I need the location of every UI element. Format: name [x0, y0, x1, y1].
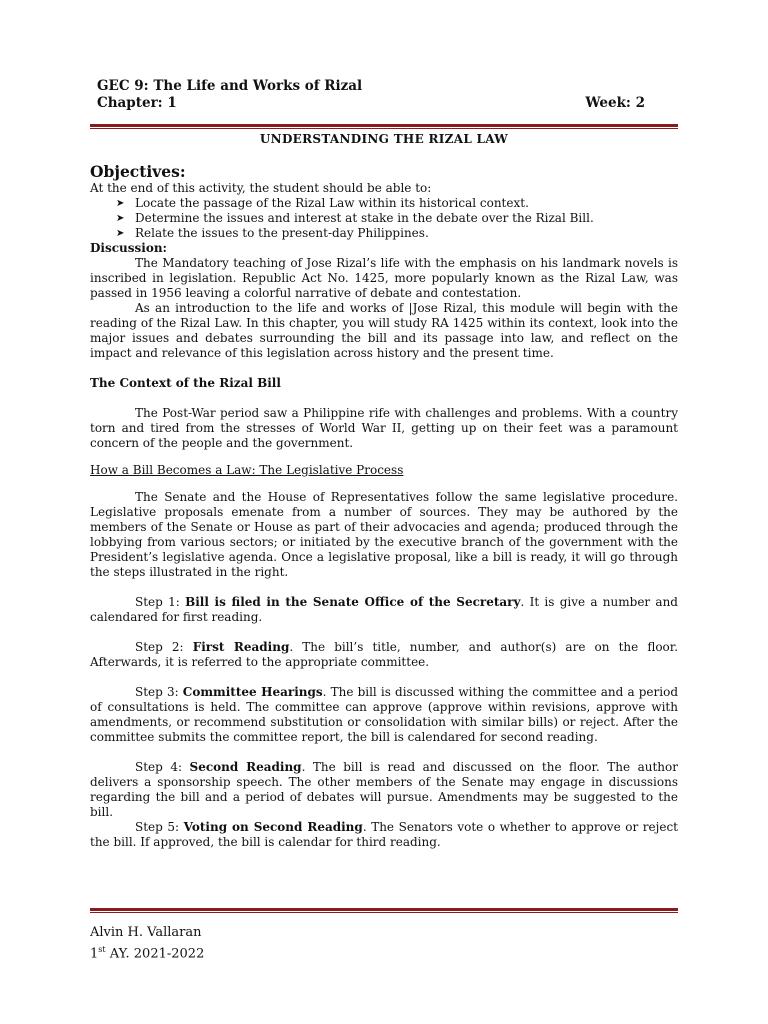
footer-divider [90, 908, 678, 914]
objectives-intro: At the end of this activity, the student should be able to: [90, 181, 432, 195]
objectives-heading: Objectives: [90, 162, 186, 181]
context-heading: The Context of the Rizal Bill [90, 376, 281, 390]
header-divider [90, 124, 678, 130]
page-header [97, 78, 645, 112]
objective-item: ➤ Locate the passage of the Rizal Law within its historical context. [116, 196, 529, 210]
discussion-heading: Discussion: [90, 241, 167, 255]
chapter-label: Chapter: 1 [97, 95, 177, 111]
document-body [90, 164, 678, 850]
course-title: GEC 9: The Life and Works of Rizal [97, 78, 363, 94]
discussion-paragraph: As an introduction to the life and works of |Jose Rizal, this module will begin with the reading of the Rizal Law. In this chapter, you will study RA 1425 within its context, look into the major issues and debates surrounding the bill and its passage into law, and reflect on the impact and relevance of this legislation across history and the present time. [90, 301, 678, 360]
document-title: UNDERSTANDING THE RIZAL LAW [259, 132, 509, 146]
page-footer [90, 924, 204, 962]
author-name: Alvin H. Vallaran [90, 925, 202, 940]
academic-year: 1st AY. 2021-2022 [90, 945, 205, 962]
objective-item: ➤ Relate the issues to the present-day Philippines. [116, 226, 429, 240]
objective-item: ➤ Determine the issues and interest at stake in the debate over the Rizal Bill. [116, 211, 594, 225]
step-4: Step 4: Second Reading. The bill is read and discussed on the floor. The author delivers a sponsorship speech. The other members of the Senate may engage in discussions regarding the bill and a period of debates will pursue. Amendments may be suggested to the bill. [90, 760, 678, 819]
step-3: Step 3: Committee Hearings. The bill is discussed withing the committee and a period of consultations is held. The committee can approve (approve within revisions, approve with amendments, or recommend substitution or consolidation with similar bills) or reject. After the committee submits the committee report, the bill is calendared for second reading. [90, 685, 678, 744]
context-paragraph: The Post-War period saw a Philippine rife with challenges and problems. With a country torn and tired from the stresses of World War II, getting up on their feet was a paramount concern of the people and the government. [90, 406, 678, 450]
arrow-bullet-icon: ➤ [116, 198, 125, 209]
arrow-bullet-icon: ➤ [116, 228, 125, 239]
step-2: Step 2: First Reading. The bill’s title, number, and author(s) are on the floor. Afterwards, it is referred to the appropriate committee. [90, 640, 679, 669]
legislative-paragraph: The Senate and the House of Representatives follow the same legislative procedure. Legislative proposals emenate from a number of sources. They may be authored by the members of the Senate or House as part of their advocacies and agenda; produced through the lobbying from various sectors; or initiated by the executive branch of the government with the President’s legislative agenda. Once a legislative proposal, like a bill is ready, it will go through the steps illustrated in the right. [90, 490, 678, 579]
legislative-heading: How a Bill Becomes a Law: The Legislative Process [90, 463, 404, 477]
objectives-list [90, 196, 678, 241]
discussion-paragraph: The Mandatory teaching of Jose Rizal’s life with the emphasis on his landmark novels is inscribed in legislation. Republic Act No. 1425, more popularly known as the Rizal Law, was passed in 1956 leaving a colorful narrative of debate and contestation. [90, 256, 678, 300]
arrow-bullet-icon: ➤ [116, 213, 125, 224]
step-1: Step 1: Bill is filed in the Senate Office of the Secretary. It is give a number and calendared for first reading. [90, 595, 678, 624]
step-5: Step 5: Voting on Second Reading. The Senators vote o whether to approve or reject the bill. If approved, the bill is calendar for third reading. [90, 820, 678, 849]
week-label: Week: 2 [585, 95, 645, 111]
